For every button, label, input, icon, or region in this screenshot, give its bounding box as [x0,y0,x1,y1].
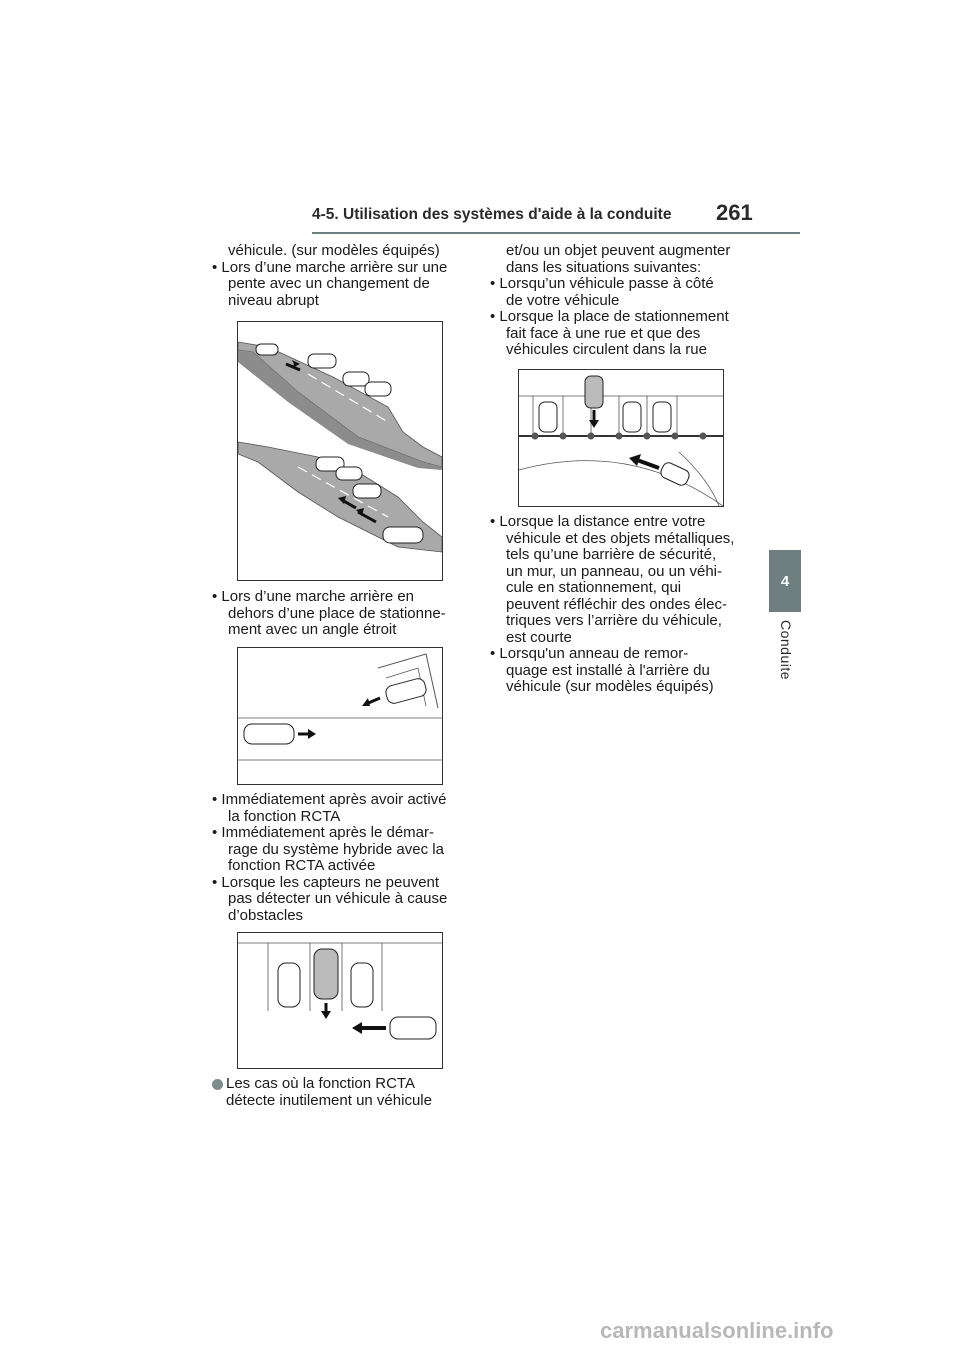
car-mark [351,963,373,1007]
text-line: quage est installé à l'arrière du [506,661,710,679]
text-line: est courte [506,628,572,646]
car-mark [278,963,300,1007]
right-text-block-1 [490,243,730,359]
bullet-dot-icon [212,1079,223,1090]
left-text-block-2 [212,589,446,639]
text-line: tels qu’une barrière de sécurité, [506,546,717,563]
figure-angled-parking [237,647,443,785]
text-line: dehors d’une place de stationne- [228,604,446,622]
text-line: et/ou un objet peuvent augmenter [506,242,731,259]
bullet-line: • Lorsque la distance entre votre [490,513,706,530]
car-mark [653,402,671,432]
car-mark [314,949,338,999]
car-mark [585,376,603,408]
text-line: véhicule (sur modèles équipés) [506,678,714,695]
text-line: fonction RCTA activée [228,857,376,874]
car-mark [256,344,278,355]
bullet-line: • Immédiatement après avoir activé [212,791,447,808]
text-line: pente avec un changement de [228,275,430,292]
text-line: cule en stationnement, qui [506,579,682,596]
text-line: pas détecter un véhicule à cause [228,890,448,907]
watermark: carmanualsonline.info [600,1318,834,1343]
car-mark [539,402,557,432]
text-line: véhicule. (sur modèles équipés) [228,242,440,259]
slope-illustration [238,322,442,580]
header-rule [312,232,800,234]
chapter-number: 4 [780,572,790,590]
text-line: dans les situations suivantes: [506,258,702,276]
text-line: véhicule et des objets métalliques, [506,529,735,547]
text-line: véhicules circulent dans la rue [506,341,707,358]
left-text-block-4 [226,1076,432,1109]
car-mark [623,402,641,432]
text-line: la fonction RCTA [228,807,341,825]
text-line: un mur, un panneau, ou un véhi- [506,562,722,580]
chapter-tab[interactable] [769,550,801,612]
chapter-label: Conduite [778,620,794,681]
figure-sensor-obstacles [237,932,443,1069]
car-mark [384,677,427,705]
text-line: d’obstacles [228,906,304,924]
text-line: de votre véhicule [506,291,620,309]
bullet-line: • Lorsque les capteurs ne peuvent [212,873,440,891]
right-text-block-2 [490,514,734,696]
bullet-line: • Lorsqu'un anneau de remor- [490,645,689,662]
text-line: ment avec un angle étroit [228,621,397,638]
text-line: triques vers l’arrière du véhicule, [506,612,722,629]
obstacle-illustration [238,933,442,1068]
bullet-line: • Lorsque la place de stationnement [490,308,729,325]
section-title: 4-5. Utilisation des systèmes d'aide à la conduite [312,206,672,223]
left-text-block-3 [212,792,447,924]
text-line: Les cas où la fonction RCTA [226,1075,415,1092]
text-line: fait face à une rue et que des [506,324,701,342]
angled-parking-illustration [238,648,442,784]
figure-slope-reversing [237,321,443,581]
text-line: peuvent réfléchir des ondes élec- [506,595,727,613]
bullet-line: • Immédiatement après le démar- [212,824,435,841]
bullet-line: • Lors d’une marche arrière en [212,588,415,605]
car-mark [244,724,294,744]
bullet-line: • Lorsqu’un véhicule passe à côté [490,275,714,292]
car-mark [390,1017,436,1039]
text-line: niveau abrupt [228,291,319,309]
car-mark [659,461,691,487]
page-number: 261 [716,200,753,225]
street-parking-illustration [519,370,723,506]
text-line: détecte inutilement un véhicule [226,1091,432,1109]
bullet-line: • Lors d’une marche arrière sur une [212,258,448,276]
figure-street-parking [518,369,724,507]
left-text-block-1 [212,243,447,309]
text-line: rage du système hybride avec la [228,840,444,858]
